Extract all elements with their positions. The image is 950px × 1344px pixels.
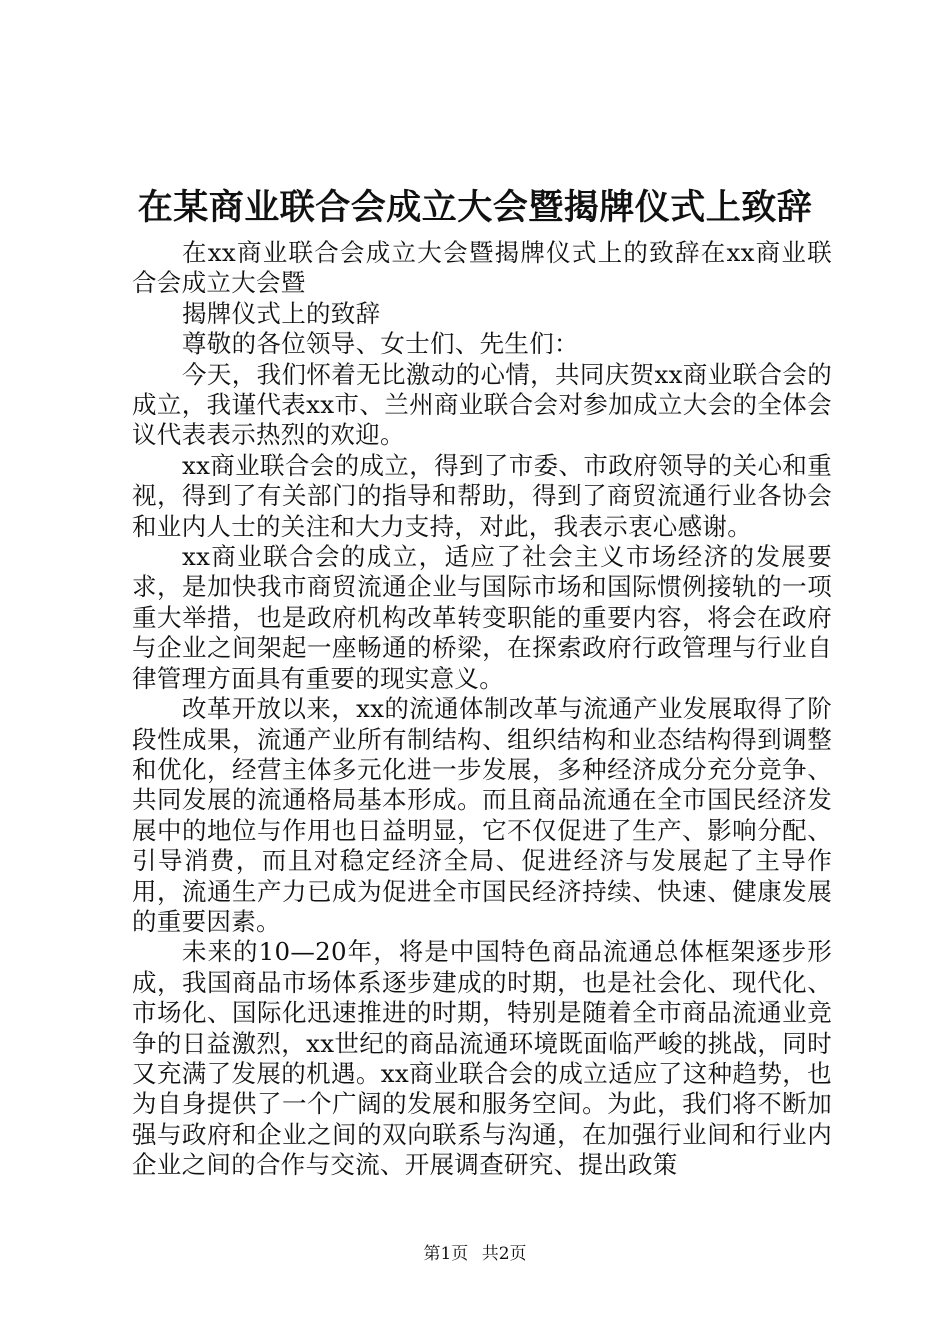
document-body [132, 238, 832, 1181]
paragraph: 在xx商业联合会成立大会暨揭牌仪式上的致辞在xx商业联合会成立大会暨 [132, 238, 832, 298]
paragraph: xx商业联合会的成立，得到了市委、市政府领导的关心和重视，得到了有关部门的指导和帮助，得到了商贸流通行业各协会和业内人士的关注和大力支持，对此，我表示衷心感谢。 [132, 450, 832, 541]
paragraph: 尊敬的各位领导、女士们、先生们： [182, 329, 579, 359]
page-number: 第1页 [423, 1244, 469, 1264]
paragraph: 改革开放以来，xx的流通体制改革与流通产业发展取得了阶段性成果，流通产业所有制结构、组织结构和业态结构得到调整和优化，经营主体多元化进一步发展，多种经济成分充分竞争、共同发展的流通格局基本形成。而且商品流通在全市国民经济发展中的地位与作用也日益明显，它不仅促进了生产、影响分配、引导消费，而且对稳定经济全局、促进经济与发展起了主导作用，流通生产力已成为促进全市国民经济持续、快速、健康发展的重要因素。 [132, 694, 832, 936]
paragraph: 揭牌仪式上的致辞 [182, 298, 381, 328]
paragraph: xx商业联合会的成立，适应了社会主义市场经济的发展要求，是加快我市商贸流通企业与国际市场和国际惯例接轨的一项重大举措，也是政府机构改革转变职能的重要内容，将会在政府与企业之间架起一座畅通的桥梁，在探索政府行政管理与行业自律管理方面具有重要的现实意义。 [132, 542, 832, 693]
document-title: 在某商业联合会成立大会暨揭牌仪式上致辞 [137, 187, 813, 228]
paragraph: 未来的10—20年，将是中国特色商品流通总体框架逐步形成，我国商品市场体系逐步建成的时期，也是社会化、现代化、市场化、国际化迅速推进的时期，特别是随着全市商品流通业竞争的日益激烈，xx世纪的商品流通环境既面临严峻的挑战，同时又充满了发展的机遇。xx商业联合会的成立适应了这种趋势，也为自身提供了一个广阔的发展和服务空间。为此，我们将不断加强与政府和企业之间的双向联系与沟通，在加强行业间和行业内企业之间的合作与交流、开展调查研究、提出政策 [132, 937, 832, 1180]
page-total: 共2页 [481, 1244, 527, 1264]
page-footer [0, 1243, 950, 1265]
paragraph: 今天，我们怀着无比激动的心情，共同庆贺xx商业联合会的成立，我谨代表xx市、兰州商业联合会对参加成立大会的全体会议代表表示热烈的欢迎。 [132, 359, 832, 450]
